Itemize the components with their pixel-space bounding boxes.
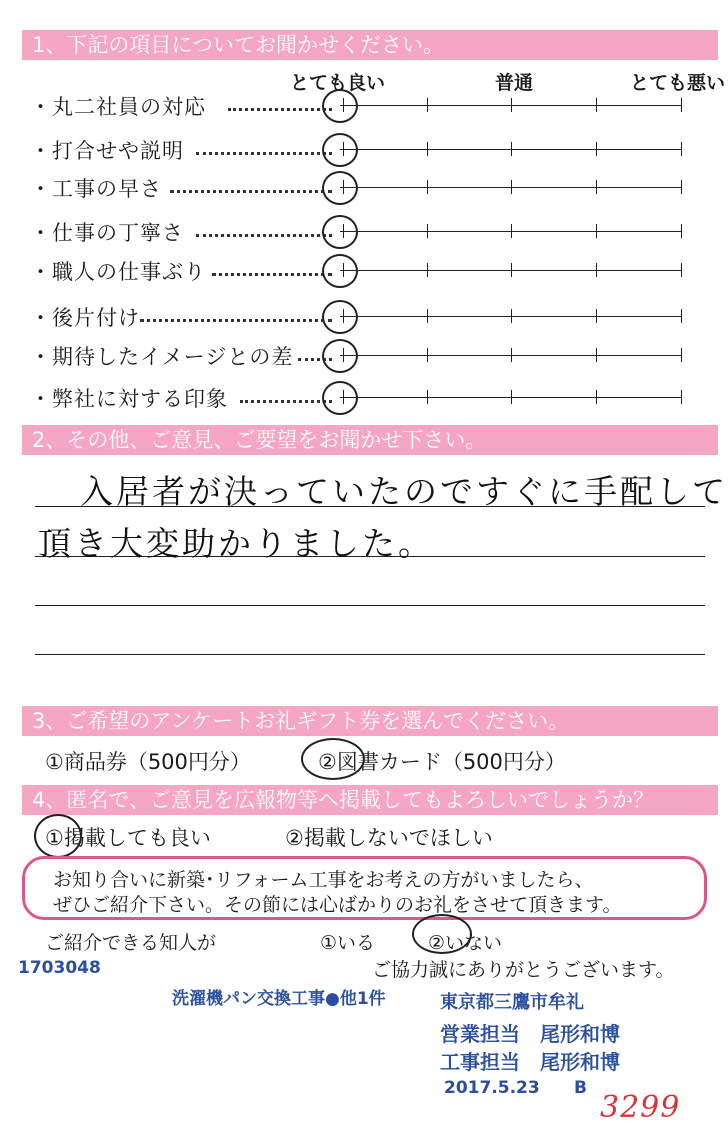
section2-heading: 2、その他、ご意見、ご要望をお聞かせ下さい。 — [22, 425, 718, 455]
comment-handwriting-line2: 頂き大変助かりました。 — [38, 524, 434, 563]
leader-dots — [196, 234, 332, 237]
leader-dots — [196, 152, 332, 155]
rating-tick[interactable] — [511, 348, 512, 362]
rating-tick[interactable] — [681, 142, 682, 156]
rating-tick[interactable] — [511, 263, 512, 277]
survey-date: 2017.5.23 — [444, 1078, 540, 1098]
rating-tick[interactable] — [427, 390, 428, 404]
rating-item-label: ・仕事の丁寧さ — [30, 221, 184, 245]
work-description: 洗濯機パン交換工事●他1件 — [172, 989, 386, 1009]
gift-option-tosho-card[interactable]: ②図書カード（500円分） — [318, 750, 566, 774]
rating-tick[interactable] — [511, 98, 512, 112]
rating-tick[interactable] — [427, 309, 428, 323]
referral-text-line2: ぜひご紹介下さい。その節には心ばかりのお礼をさせて頂きます。 — [53, 894, 622, 916]
rating-tick[interactable] — [511, 224, 512, 238]
rating-tick[interactable] — [681, 309, 682, 323]
section4-heading: 4、匿名で、ご意見を広報物等へ掲載してもよろしいでしょうか？ — [22, 785, 718, 815]
selection-circle — [322, 339, 358, 373]
leader-dots — [170, 190, 332, 193]
rating-tick[interactable] — [681, 98, 682, 112]
leader-dots — [240, 400, 332, 403]
section1-heading: 1、下記の項目についてお聞かせください。 — [22, 30, 718, 60]
rating-tick[interactable] — [427, 224, 428, 238]
rating-tick[interactable] — [427, 180, 428, 194]
rating-tick[interactable] — [511, 390, 512, 404]
referral-option-yes[interactable]: ①いる — [320, 932, 376, 954]
selection-circle — [322, 171, 358, 205]
rating-item-label: ・打合せや説明 — [30, 139, 184, 163]
rating-tick[interactable] — [681, 263, 682, 277]
selection-circle — [322, 300, 358, 334]
rating-item-label: ・工事の早さ — [30, 177, 162, 201]
referral-option-no[interactable]: ②いない — [428, 932, 503, 954]
rating-tick[interactable] — [511, 142, 512, 156]
leader-dots — [228, 108, 332, 111]
rating-tick[interactable] — [427, 348, 428, 362]
rating-item-label: ・弊社に対する印象 — [30, 387, 228, 411]
selection-circle — [322, 254, 358, 288]
rating-tick[interactable] — [681, 180, 682, 194]
rating-tick[interactable] — [427, 263, 428, 277]
selection-circle — [301, 738, 365, 780]
grade: B — [574, 1078, 587, 1098]
rating-tick[interactable] — [427, 98, 428, 112]
comment-handwriting-line1: 入居者が決っていたのですぐに手配して — [80, 472, 728, 511]
selection-circle — [412, 914, 472, 954]
scale-label-good: とても良い — [290, 72, 386, 94]
construction-rep: 工事担当 尾形和博 — [440, 1050, 620, 1074]
selection-circle — [322, 381, 358, 415]
rating-tick[interactable] — [681, 224, 682, 238]
selection-circle — [322, 89, 358, 123]
rating-item-label: ・期待したイメージとの差 — [30, 345, 294, 369]
referral-text-line1: お知り合いに新築･リフォーム工事をお考えの方がいましたら、 — [53, 869, 594, 891]
comment-rule — [35, 605, 705, 606]
gift-option-shouhinken[interactable]: ①商品券（500円分） — [45, 750, 251, 774]
comment-rule — [35, 654, 705, 655]
sales-rep: 営業担当 尾形和博 — [440, 1022, 620, 1046]
thanks-message: ご協力誠にありがとうございます。 — [372, 959, 675, 981]
rating-tick[interactable] — [596, 309, 597, 323]
rating-tick[interactable] — [596, 224, 597, 238]
record-id: 1703048 — [18, 958, 101, 978]
rating-tick[interactable] — [596, 142, 597, 156]
rating-tick[interactable] — [511, 309, 512, 323]
section3-heading: 3、ご希望のアンケートお礼ギフト券を選んでください。 — [22, 706, 718, 736]
rating-tick[interactable] — [596, 98, 597, 112]
rating-tick[interactable] — [596, 348, 597, 362]
leader-dots — [212, 273, 332, 276]
rating-tick[interactable] — [596, 180, 597, 194]
location: 東京都三鷹市牟礼 — [440, 992, 584, 1013]
selection-circle — [322, 133, 358, 167]
rating-item-label: ・丸二社員の対応 — [30, 95, 206, 119]
referral-box — [22, 856, 707, 920]
scale-label-bad: とても悪い — [630, 72, 726, 94]
referral-question: ご紹介できる知人が — [45, 932, 217, 954]
rating-item-label: ・職人の仕事ぶり — [30, 260, 206, 284]
rating-tick[interactable] — [427, 142, 428, 156]
rating-tick[interactable] — [681, 348, 682, 362]
rating-tick[interactable] — [596, 390, 597, 404]
leader-dots — [140, 319, 332, 322]
rating-tick[interactable] — [681, 390, 682, 404]
rating-tick[interactable] — [596, 263, 597, 277]
handwritten-number: 3299 — [600, 1090, 681, 1125]
selection-circle — [34, 814, 82, 858]
publish-option-no[interactable]: ②掲載しないでほしい — [285, 826, 493, 850]
publish-option-ok[interactable]: ①掲載しても良い — [45, 826, 211, 850]
selection-circle — [322, 215, 358, 249]
scale-label-neutral: 普通 — [495, 72, 534, 94]
rating-tick[interactable] — [511, 180, 512, 194]
rating-item-label: ・後片付け — [30, 306, 140, 330]
